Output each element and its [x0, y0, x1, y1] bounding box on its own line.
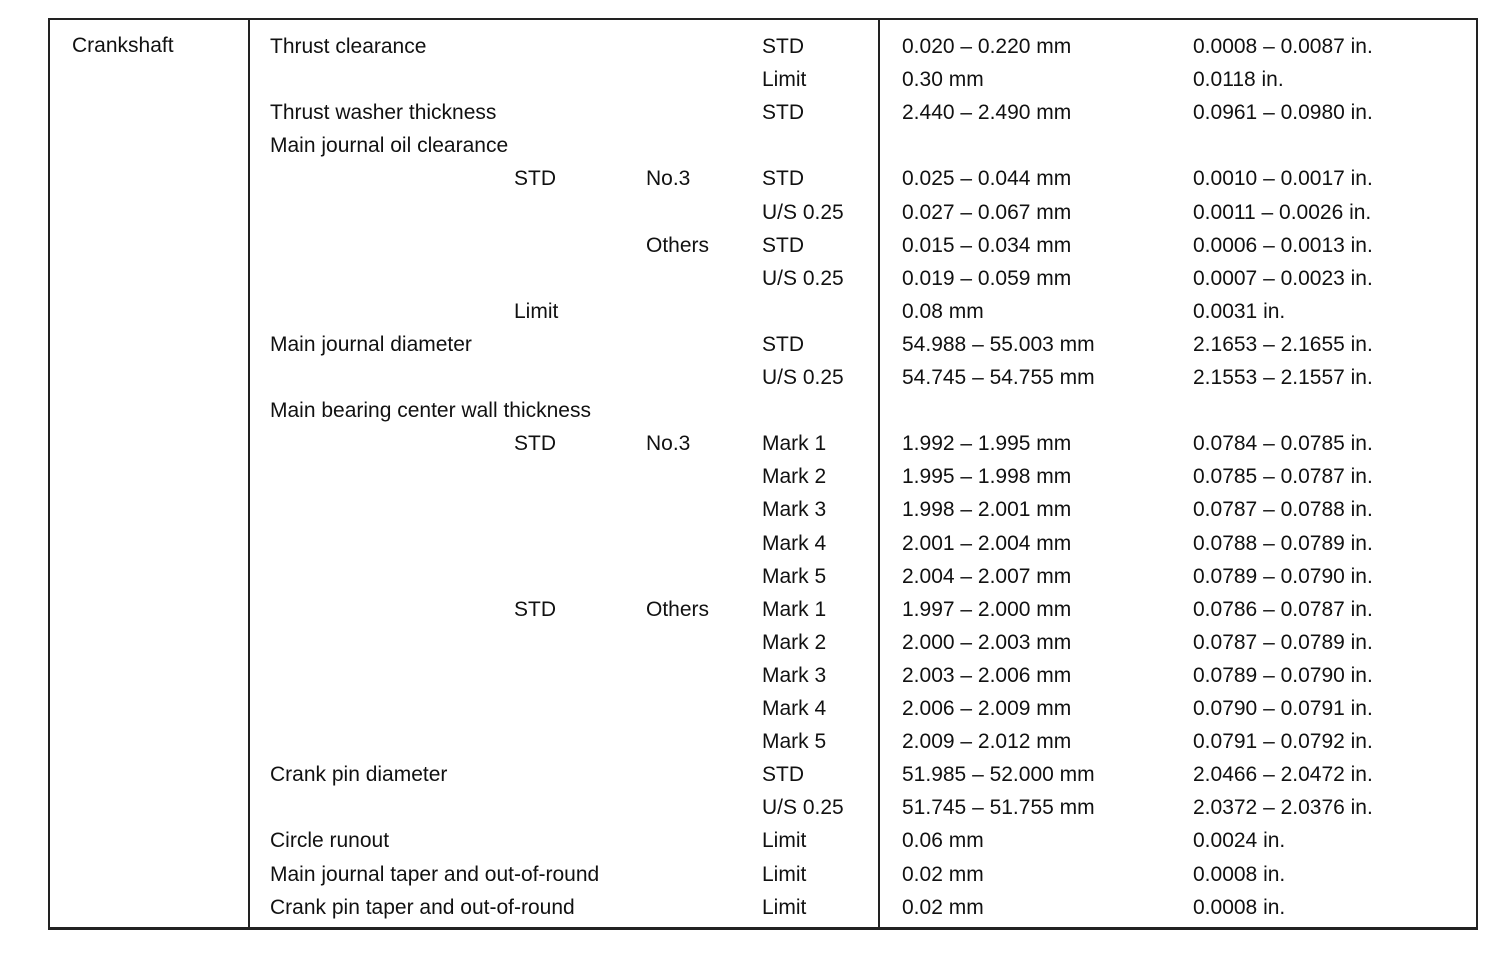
- table-row: [50, 626, 1480, 659]
- spec-condition: STD: [762, 35, 804, 58]
- spec-item: Thrust washer thickness: [270, 101, 497, 125]
- spec-condition: STD: [762, 167, 804, 191]
- spec-value-in: 0.0010 – 0.0017 in.: [1193, 167, 1373, 191]
- spec-item: Main journal diameter: [270, 332, 472, 356]
- spec-value-in: 0.0011 – 0.0026 in.: [1193, 200, 1372, 224]
- spec-value-in: 0.0006 – 0.0013 in.: [1193, 233, 1373, 257]
- table-row: [50, 229, 1480, 262]
- spec-value-mm: 54.745 – 54.755 mm: [902, 366, 1095, 389]
- spec-condition: U/S 0.25: [762, 366, 844, 389]
- spec-value-mm: 0.027 – 0.067 mm: [902, 200, 1072, 224]
- spec-subgroup: STD: [514, 167, 556, 191]
- spec-value-mm: 0.06 mm: [902, 829, 984, 853]
- spec-condition: Mark 2: [762, 465, 827, 489]
- table-row: [50, 891, 1480, 924]
- spec-item: Circle runout: [270, 829, 390, 853]
- spec-value-in: 0.0787 – 0.0788 in.: [1193, 498, 1373, 522]
- table-row: [50, 427, 1480, 460]
- spec-value-in: 0.0787 – 0.0789 in.: [1193, 630, 1373, 654]
- table-row: [50, 725, 1480, 758]
- spec-condition: STD: [762, 332, 804, 356]
- table-row: [50, 96, 1480, 129]
- table-row: [50, 394, 1480, 427]
- spec-condition: Mark 5: [762, 564, 827, 588]
- spec-value-mm: 2.003 – 2.006 mm: [902, 663, 1072, 687]
- spec-subgroup: STD: [514, 432, 556, 456]
- table-row: [50, 30, 1480, 63]
- table-row: [50, 527, 1480, 560]
- spec-item: Crank pin diameter: [270, 763, 448, 787]
- spec-value-mm: 51.745 – 51.755 mm: [902, 796, 1095, 820]
- table-row: [50, 493, 1480, 526]
- spec-value-in: 0.0786 – 0.0787 in.: [1193, 597, 1373, 621]
- spec-value-in: 0.0024 in.: [1193, 829, 1286, 853]
- section-label: Crankshaft: [72, 34, 174, 57]
- spec-value-in: 0.0008 in.: [1193, 895, 1286, 919]
- spec-condition: U/S 0.25: [762, 796, 844, 820]
- spec-group: Others: [646, 233, 710, 257]
- table-row: [50, 262, 1480, 295]
- spec-value-mm: 2.001 – 2.004 mm: [902, 531, 1072, 555]
- spec-item: Main journal taper and out-of-round: [270, 862, 600, 886]
- spec-condition: Mark 5: [762, 730, 827, 754]
- spec-value-in: 0.0784 – 0.0785 in.: [1193, 432, 1373, 456]
- spec-condition: Limit: [762, 895, 807, 919]
- spec-value-mm: 2.006 – 2.009 mm: [902, 697, 1072, 720]
- spec-value-in: 0.0789 – 0.0790 in.: [1193, 564, 1373, 588]
- spec-value-mm: 1.992 – 1.995 mm: [902, 432, 1072, 456]
- spec-condition: Limit: [762, 862, 807, 886]
- spec-group: No.3: [646, 167, 691, 191]
- spec-value-in: 2.1553 – 2.1557 in.: [1193, 366, 1373, 389]
- spec-value-in: 0.0008 – 0.0087 in.: [1193, 35, 1373, 58]
- spec-condition: Mark 2: [762, 630, 827, 654]
- spec-condition: Mark 4: [762, 697, 827, 720]
- spec-value-mm: 54.988 – 55.003 mm: [902, 332, 1095, 356]
- spec-condition: Mark 3: [762, 663, 827, 687]
- spec-condition: Limit: [762, 829, 807, 853]
- spec-condition: Mark 1: [762, 597, 827, 621]
- spec-value-mm: 2.009 – 2.012 mm: [902, 730, 1072, 754]
- spec-condition: STD: [762, 101, 804, 125]
- table-row: [50, 63, 1480, 96]
- spec-condition: Mark 3: [762, 498, 827, 522]
- table-row: [50, 560, 1480, 593]
- spec-value-mm: 0.08 mm: [902, 299, 984, 323]
- table-row: [50, 328, 1480, 361]
- table-row: [50, 129, 1480, 162]
- spec-value-mm: 1.997 – 2.000 mm: [902, 597, 1072, 621]
- spec-value-mm: 0.30 mm: [902, 68, 984, 92]
- spec-value-mm: 1.995 – 1.998 mm: [902, 465, 1072, 489]
- spec-item: Main journal oil clearance: [270, 134, 509, 158]
- spec-value-in: 0.0791 – 0.0792 in.: [1193, 730, 1373, 754]
- spec-value-mm: 2.440 – 2.490 mm: [902, 101, 1072, 125]
- spec-condition: U/S 0.25: [762, 266, 844, 290]
- spec-condition: Mark 4: [762, 531, 827, 555]
- spec-value-in: 2.1653 – 2.1655 in.: [1193, 332, 1373, 356]
- spec-value-in: 0.0118 in.: [1193, 68, 1284, 92]
- spec-value-mm: 0.015 – 0.034 mm: [902, 233, 1072, 257]
- spec-value-mm: 51.985 – 52.000 mm: [902, 763, 1095, 787]
- spec-subgroup: Limit: [514, 299, 559, 323]
- spec-value-in: 0.0788 – 0.0789 in.: [1193, 531, 1373, 555]
- spec-value-in: 0.0789 – 0.0790 in.: [1193, 663, 1373, 687]
- spec-value-in: 2.0466 – 2.0472 in.: [1193, 763, 1373, 787]
- spec-item: Thrust clearance: [270, 35, 427, 58]
- spec-value-in: 0.0790 – 0.0791 in.: [1193, 697, 1373, 720]
- spec-value-in: 0.0961 – 0.0980 in.: [1193, 101, 1373, 125]
- spec-condition: U/S 0.25: [762, 200, 844, 224]
- table-row: [50, 196, 1480, 229]
- spec-value-mm: 0.019 – 0.059 mm: [902, 266, 1072, 290]
- spec-value-in: 2.0372 – 2.0376 in.: [1193, 796, 1373, 820]
- spec-value-in: 0.0031 in.: [1193, 299, 1286, 323]
- table-row: [50, 791, 1480, 824]
- spec-value-mm: 1.998 – 2.001 mm: [902, 498, 1072, 522]
- spec-group: No.3: [646, 432, 691, 456]
- table-row: [50, 858, 1480, 891]
- spec-value-in: 0.0008 in.: [1193, 862, 1286, 886]
- table-row: [50, 758, 1480, 791]
- table-row: [50, 361, 1480, 394]
- table-row: [50, 162, 1480, 195]
- spec-value-in: 0.0785 – 0.0787 in.: [1193, 465, 1373, 489]
- table-row: [50, 692, 1480, 725]
- spec-group: Others: [646, 597, 710, 621]
- spec-condition: Mark 1: [762, 432, 827, 456]
- spec-value-mm: 0.02 mm: [902, 895, 984, 919]
- spec-item: Crank pin taper and out-of-round: [270, 895, 575, 919]
- spec-subgroup: STD: [514, 597, 556, 621]
- table-row: [50, 295, 1480, 328]
- spec-value-mm: 0.02 mm: [902, 862, 984, 886]
- spec-condition: Limit: [762, 68, 807, 92]
- table-row: [50, 460, 1480, 493]
- spec-value-mm: 0.025 – 0.044 mm: [902, 167, 1072, 191]
- spec-value-mm: 2.004 – 2.007 mm: [902, 564, 1072, 588]
- spec-condition: STD: [762, 763, 804, 787]
- table-row: [50, 824, 1480, 857]
- spec-value-in: 0.0007 – 0.0023 in.: [1193, 266, 1373, 290]
- spec-item: Main bearing center wall thickness: [270, 399, 591, 423]
- spec-value-mm: 2.000 – 2.003 mm: [902, 630, 1072, 654]
- spec-value-mm: 0.020 – 0.220 mm: [902, 35, 1072, 58]
- spec-table: [48, 18, 1478, 930]
- spec-condition: STD: [762, 233, 804, 257]
- table-row: [50, 593, 1480, 626]
- table-row: [50, 659, 1480, 692]
